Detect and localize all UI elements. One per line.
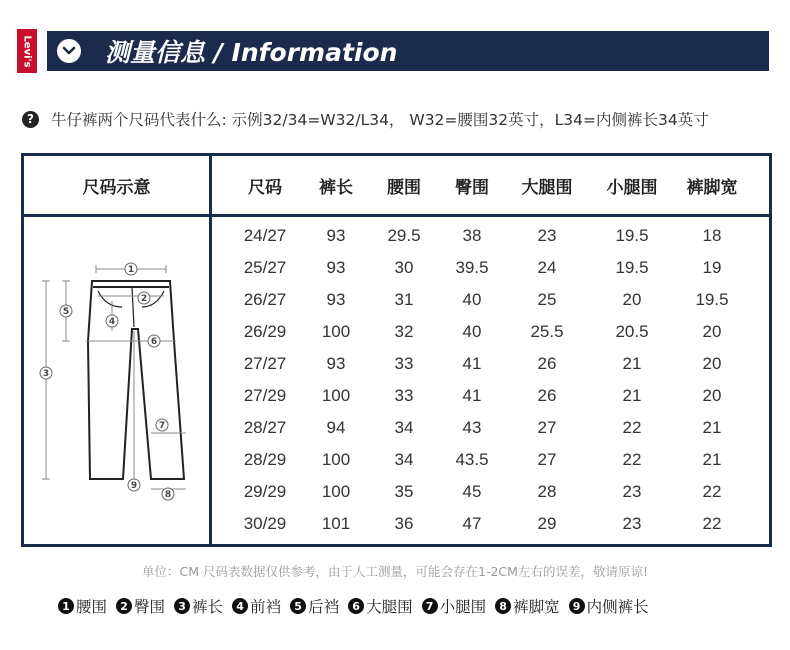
measurement-legend bbox=[58, 595, 658, 617]
legend-item bbox=[116, 595, 165, 617]
table-cell: 21 bbox=[702, 450, 722, 469]
svg-text:4: 4 bbox=[108, 317, 116, 327]
legend-item bbox=[569, 595, 649, 617]
diagram-marker-4 bbox=[106, 315, 118, 327]
table-cell: 39.5 bbox=[455, 258, 489, 277]
legend-number: 1 bbox=[58, 598, 74, 614]
table-cell: 36 bbox=[394, 514, 414, 533]
diagram-marker-9 bbox=[128, 479, 140, 491]
table-cell: 20.5 bbox=[615, 322, 649, 341]
table-cell: 27 bbox=[537, 418, 557, 437]
legend-label: 前裆 bbox=[250, 598, 282, 616]
diagram-marker-1 bbox=[125, 263, 137, 275]
legend-item bbox=[290, 595, 339, 617]
svg-text:6: 6 bbox=[150, 337, 158, 347]
legend-label: 裤长 bbox=[192, 598, 224, 616]
table-cell: 35 bbox=[394, 482, 414, 501]
legend-label: 腰围 bbox=[76, 598, 108, 616]
table-cell: 21 bbox=[622, 386, 642, 405]
svg-text:7: 7 bbox=[158, 421, 166, 431]
table-cell: 22 bbox=[702, 514, 722, 533]
table-cell: 27/27 bbox=[243, 354, 287, 373]
diagram-marker-8 bbox=[162, 488, 174, 500]
table-cell: 41 bbox=[462, 354, 482, 373]
question-circle-icon: ? bbox=[22, 111, 39, 128]
table-cell: 26 bbox=[537, 386, 557, 405]
table-divider bbox=[209, 156, 212, 544]
diagram-marker-2 bbox=[138, 292, 150, 304]
table-cell: 29 bbox=[537, 514, 557, 533]
column-header: 裤脚宽 bbox=[686, 177, 738, 198]
column-header: 臀围 bbox=[455, 177, 489, 198]
table-cell: 22 bbox=[622, 418, 642, 437]
table-cell: 100 bbox=[321, 450, 351, 469]
column-header: 裤长 bbox=[319, 177, 353, 198]
diagram-marker-3 bbox=[40, 367, 52, 379]
table-cell: 25/27 bbox=[243, 258, 287, 277]
table-cell: 93 bbox=[326, 290, 346, 309]
table-cell: 43.5 bbox=[455, 450, 489, 469]
svg-text:1: 1 bbox=[127, 265, 135, 275]
table-cell: 18 bbox=[702, 226, 722, 245]
table-cell: 47 bbox=[462, 514, 482, 533]
table-cell: 23 bbox=[537, 226, 557, 245]
table-cell: 27/29 bbox=[243, 386, 287, 405]
table-cell: 34 bbox=[394, 418, 414, 437]
column-header: 大腿围 bbox=[521, 177, 573, 198]
table-cell: 45 bbox=[462, 482, 482, 501]
svg-text:3: 3 bbox=[42, 369, 50, 379]
legend-number: 8 bbox=[495, 598, 511, 614]
table-cell: 26/29 bbox=[243, 322, 287, 341]
table-cell: 26 bbox=[537, 354, 557, 373]
legend-item bbox=[422, 595, 487, 617]
jeans-measurement-diagram bbox=[26, 221, 206, 531]
table-cell: 28/29 bbox=[243, 450, 287, 469]
legend-item bbox=[232, 595, 281, 617]
legend-number: 7 bbox=[422, 598, 438, 614]
legend-number: 6 bbox=[348, 598, 364, 614]
table-cell: 24/27 bbox=[243, 226, 287, 245]
table-cell: 29.5 bbox=[387, 226, 421, 245]
legend-number: 2 bbox=[116, 598, 132, 614]
table-cell: 29/29 bbox=[243, 482, 287, 501]
table-cell: 24 bbox=[537, 258, 557, 277]
size-faq bbox=[22, 108, 709, 130]
diagram-marker-5 bbox=[60, 305, 72, 317]
table-cell: 93 bbox=[326, 258, 346, 277]
legend-item bbox=[58, 595, 107, 617]
measurement-note: 单位：CM 尺码表数据仅供参考，由于人工测量，可能会存在1-2CM左右的误差，敬请原谅! bbox=[142, 564, 648, 579]
table-cell: 25 bbox=[537, 290, 557, 309]
table-cell: 19.5 bbox=[615, 226, 649, 245]
table-cell: 19.5 bbox=[615, 258, 649, 277]
table-cell: 43 bbox=[462, 418, 482, 437]
legend-label: 大腿围 bbox=[366, 598, 413, 616]
svg-text:2: 2 bbox=[140, 294, 148, 304]
column-header: 小腿围 bbox=[606, 177, 658, 198]
jeans-outline-icon bbox=[88, 281, 184, 479]
legend-number: 5 bbox=[290, 598, 306, 614]
table-cell: 21 bbox=[702, 418, 722, 437]
legend-label: 裤脚宽 bbox=[513, 598, 560, 616]
legend-label: 臀围 bbox=[134, 598, 166, 616]
table-cell: 30 bbox=[394, 258, 414, 277]
table-cell: 33 bbox=[394, 354, 414, 373]
table-cell: 93 bbox=[326, 226, 346, 245]
column-header: 尺码 bbox=[248, 177, 282, 198]
legend-item bbox=[348, 595, 413, 617]
table-cell: 93 bbox=[326, 354, 346, 373]
table-cell: 40 bbox=[462, 322, 482, 341]
legend-number: 4 bbox=[232, 598, 248, 614]
size-table bbox=[21, 153, 772, 547]
legend-label: 内侧裤长 bbox=[586, 598, 649, 616]
legend-item bbox=[174, 595, 223, 617]
legend-label: 小腿围 bbox=[439, 598, 487, 616]
section-title: 测量信息 / Information bbox=[105, 38, 398, 67]
table-cell: 31 bbox=[394, 290, 414, 309]
table-cell: 100 bbox=[321, 386, 351, 405]
svg-text:5: 5 bbox=[62, 307, 70, 317]
legend-number: 3 bbox=[174, 598, 190, 614]
table-cell: 34 bbox=[394, 450, 414, 469]
table-cell: 20 bbox=[622, 290, 642, 309]
table-cell: 26/27 bbox=[243, 290, 287, 309]
column-header: 腰围 bbox=[387, 177, 421, 198]
svg-text:9: 9 bbox=[130, 481, 138, 491]
table-cell: 27 bbox=[537, 450, 557, 469]
table-cell: 41 bbox=[462, 386, 482, 405]
table-cell: 40 bbox=[462, 290, 482, 309]
table-cell: 100 bbox=[321, 482, 351, 501]
section-header bbox=[47, 31, 769, 71]
brand-logo: Levi's bbox=[17, 29, 37, 73]
table-cell: 21 bbox=[622, 354, 642, 373]
table-cell: 100 bbox=[321, 322, 351, 341]
chevron-down-icon bbox=[57, 39, 81, 63]
table-cell: 23 bbox=[622, 482, 642, 501]
table-cell: 20 bbox=[702, 386, 722, 405]
table-cell: 32 bbox=[394, 322, 414, 341]
table-cell: 20 bbox=[702, 322, 722, 341]
svg-text:8: 8 bbox=[164, 490, 172, 500]
table-cell: 19.5 bbox=[695, 290, 729, 309]
table-cell: 20 bbox=[702, 354, 722, 373]
table-cell: 38 bbox=[462, 226, 482, 245]
diagram-marker-6 bbox=[148, 335, 160, 347]
legend-number: 9 bbox=[569, 598, 585, 614]
table-cell: 30/29 bbox=[243, 514, 287, 533]
table-cell: 22 bbox=[622, 450, 642, 469]
faq-text: 牛仔裤两个尺码代表什么: 示例32/34=W32/L34， W32=腰围32英寸，L34=内侧裤长34英寸 bbox=[51, 111, 709, 129]
table-cell: 25.5 bbox=[530, 322, 564, 341]
table-cell: 28 bbox=[537, 482, 557, 501]
table-cell: 28/27 bbox=[243, 418, 287, 437]
legend-item bbox=[495, 595, 560, 617]
table-cell: 101 bbox=[321, 514, 351, 533]
table-cell: 94 bbox=[326, 418, 346, 437]
legend-label: 后裆 bbox=[308, 598, 340, 616]
table-cell: 23 bbox=[622, 514, 642, 533]
table-cell: 33 bbox=[394, 386, 414, 405]
table-cell: 22 bbox=[702, 482, 722, 501]
diagram-marker-7 bbox=[156, 419, 168, 431]
diagram-header: 尺码示意 bbox=[82, 177, 151, 198]
table-cell: 19 bbox=[702, 258, 722, 277]
